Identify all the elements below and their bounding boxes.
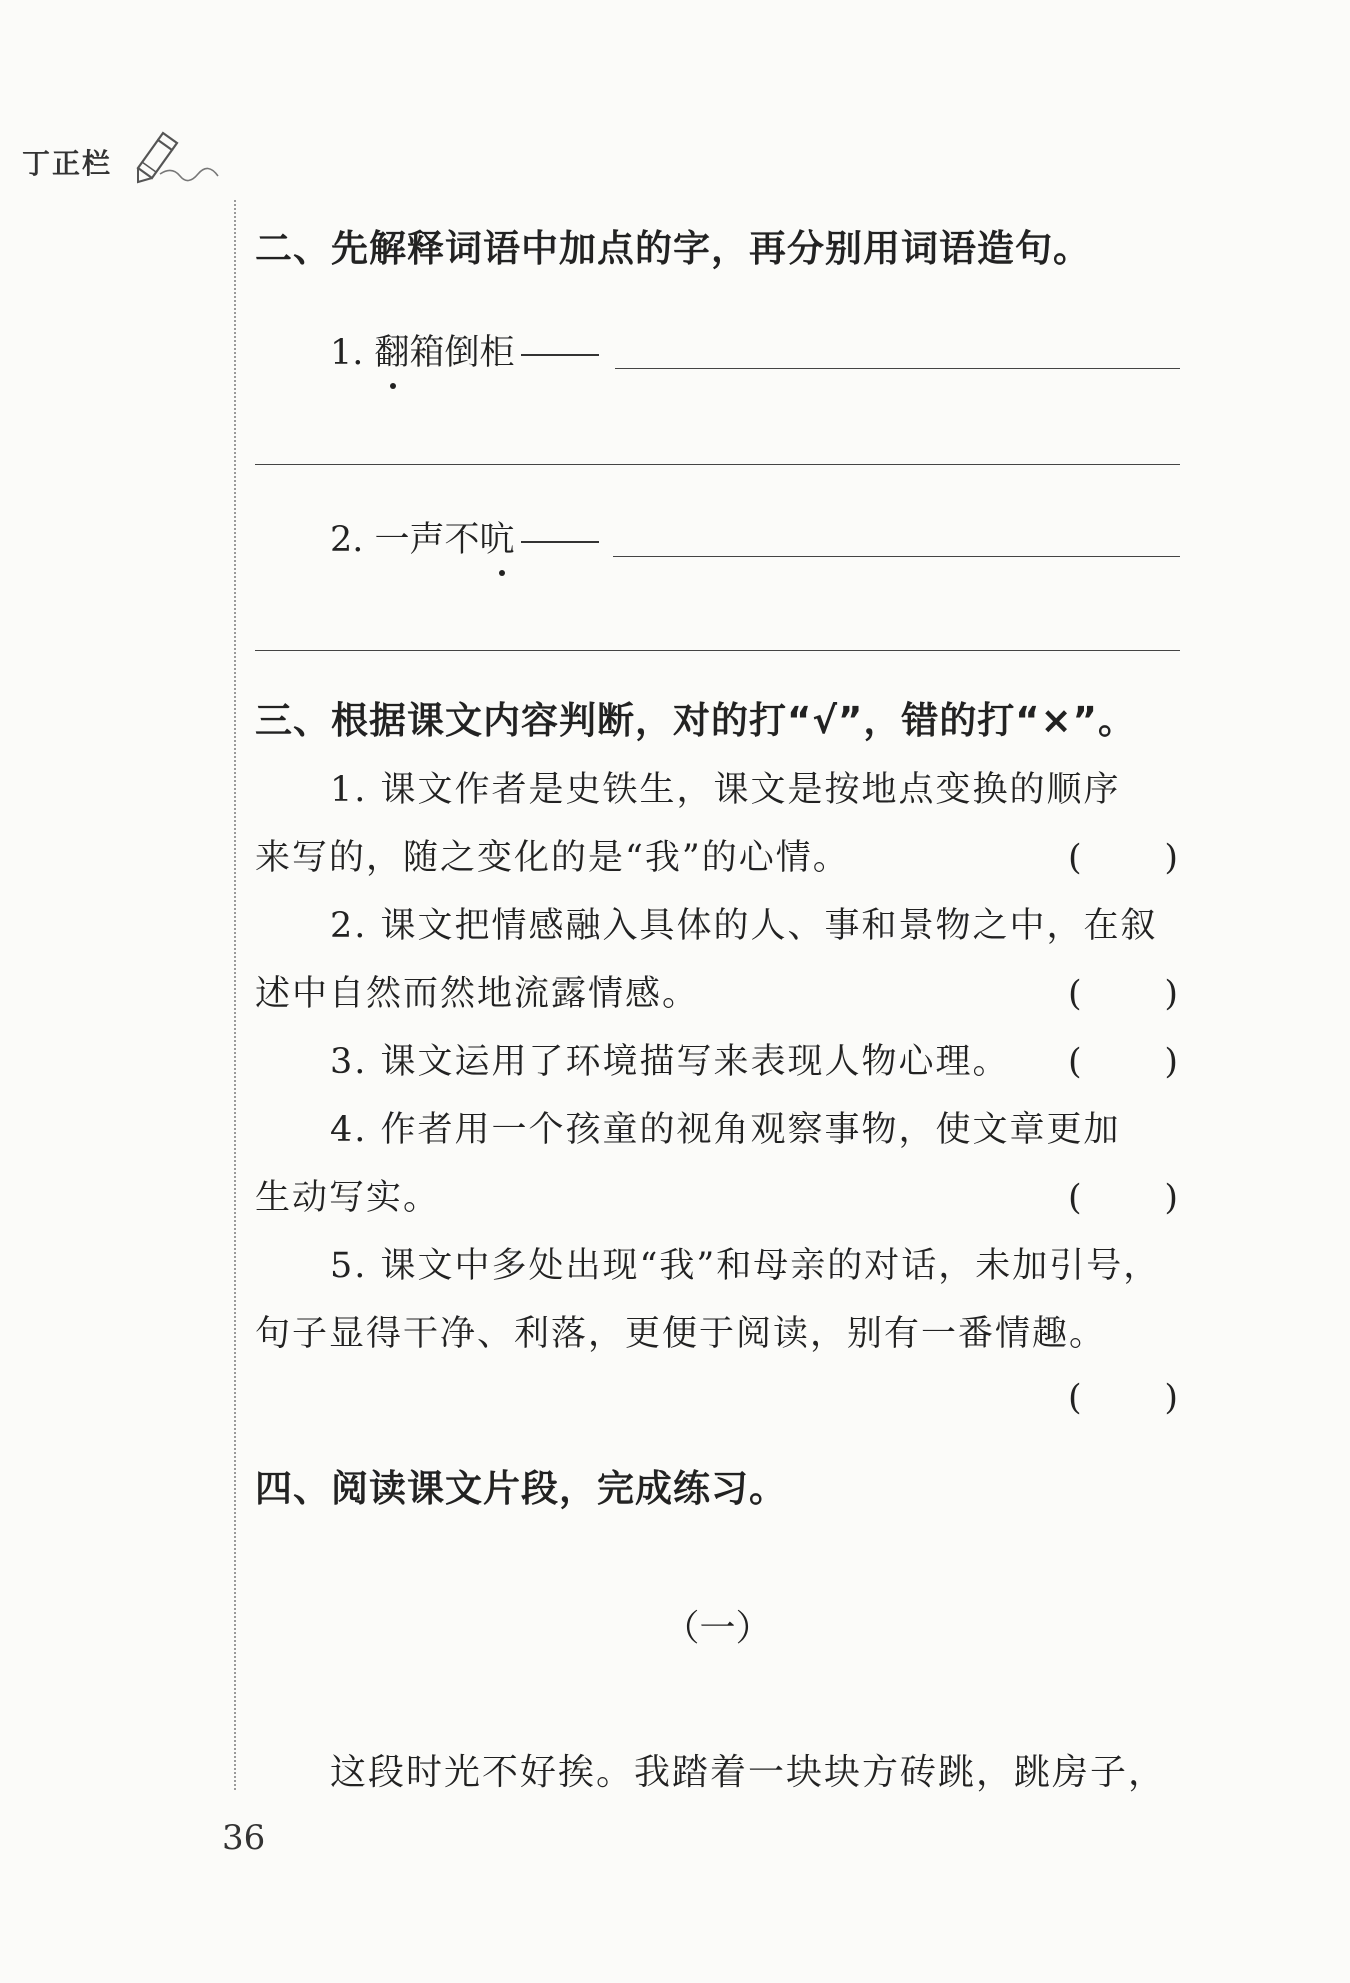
statement-5-line-1: 5. 课文中多处出现“我”和母亲的对话，未加引号， [330,1246,1161,1286]
word-item-2 [330,512,599,562]
statement-4-line-1: 4. 作者用一个孩童的视角观察事物，使文章更加 [330,1110,1121,1150]
statement-1-line-1: 1. 课文作者是史铁生，课文是按地点变换的顺序 [330,770,1121,810]
item-number: 1. [330,333,364,373]
statement-3-line-1: 3. 课文运用了环境描写来表现人物心理。 ( ) [330,1042,1180,1082]
answer-line[interactable] [613,556,1180,557]
passage-text: 这段时光不好挨。我踏着一块块方砖跳，跳房子， [330,1752,1167,1793]
answer-parentheses[interactable]: ( ) [1068,1378,1180,1418]
statement-1-line-2: 来写的，随之变化的是“我”的心情。 ( ) [255,838,1180,878]
emphasis-dot [499,570,505,576]
answer-line[interactable] [255,464,1180,465]
dash [521,541,599,543]
answer-parentheses[interactable]: ( ) [1068,838,1180,878]
margin-divider [234,200,236,1790]
correction-column-label: 丁正栏 [22,147,113,180]
section-3-heading: 三、根据课文内容判断，对的打“√”，错的打“×”。 [255,699,1136,742]
dash [521,354,599,356]
item-number: 2. [330,520,364,560]
passage-part-label: （一） [663,1608,772,1649]
statement-4-line-2: 生动写实。 ( ) [255,1178,1180,1218]
answer-parentheses[interactable]: ( ) [1068,1178,1180,1218]
statement-5-line-2: 句子显得干净、利落，更便于阅读，别有一番情趣。 [255,1314,1107,1354]
word-text: 翻箱倒柜 [375,325,515,375]
answer-line[interactable] [255,650,1180,651]
word-text: 一声不吭 [375,512,515,562]
answer-parentheses[interactable]: ( ) [1068,1042,1180,1082]
statement-2-line-1: 2. 课文把情感融入具体的人、事和景物之中，在叙 [330,906,1158,946]
answer-line[interactable] [615,368,1180,369]
emphasis-dot [390,383,396,389]
section-4-heading: 四、阅读课文片段，完成练习。 [255,1467,787,1510]
page-number: 36 [222,1818,266,1858]
section-2-heading: 二、先解释词语中加点的字，再分别用词语造句。 [255,227,1091,270]
pencil-icon [132,124,222,184]
answer-parentheses[interactable]: ( ) [1068,974,1180,1014]
statement-2-line-2: 述中自然而然地流露情感。 ( ) [255,974,1180,1014]
word-item-1 [330,325,599,375]
